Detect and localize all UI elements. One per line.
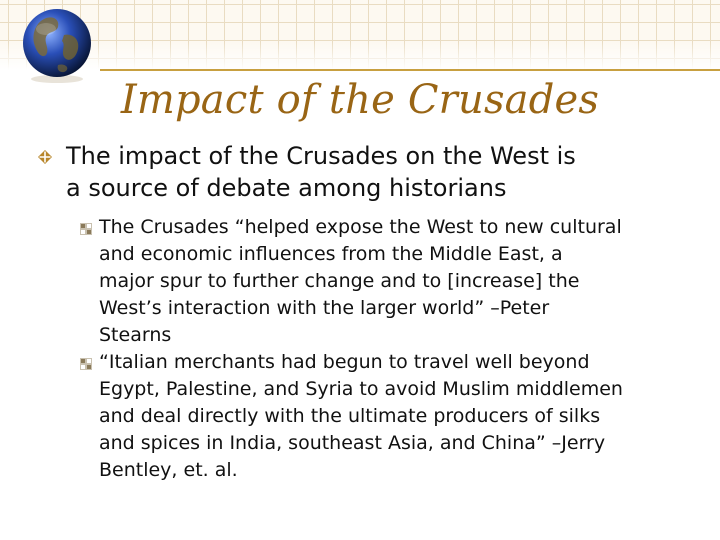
sub-bullet-text: The Crusades “helped expose the West to new cultural and economic influences from the Middle East, a major spur to further change and to [increase] the West’s interaction with the larger world” –Peter Stearns xyxy=(99,216,622,346)
bullet-square-icon xyxy=(80,358,92,370)
sub-bullet-text: “Italian merchants had begun to travel well beyond Egypt, Palestine, and Syria to avoid Muslim middlemen and deal directly with the ultimate producers of silks and spices in India, southeast Asia, and China” –Jerry Bentley, et. al. xyxy=(99,351,623,481)
slide-title: Impact of the Crusades xyxy=(120,77,600,123)
header-fade xyxy=(0,0,720,70)
bullet-square-icon xyxy=(80,223,92,235)
bullet-diamond-icon xyxy=(38,150,52,164)
bullet-text: The impact of the Crusades on the West is a source of debate among historians xyxy=(66,142,576,202)
title-divider-line xyxy=(100,69,720,71)
